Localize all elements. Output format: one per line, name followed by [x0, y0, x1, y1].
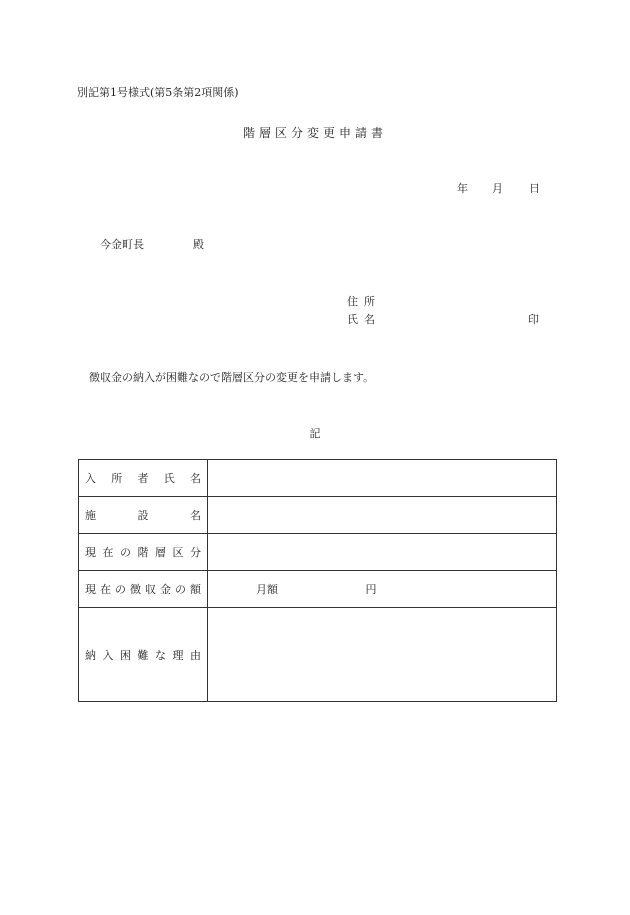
label-char: 納	[85, 648, 96, 662]
label-char: 氏	[163, 472, 175, 485]
label-char: 入	[102, 648, 114, 662]
table-row	[79, 571, 557, 608]
label-char: 在	[100, 583, 111, 596]
address-label: 住所	[347, 295, 381, 308]
ki-heading: 記	[309, 427, 321, 440]
value-cell[interactable]	[208, 608, 557, 702]
spread-label	[85, 544, 201, 560]
label-char: 層	[155, 546, 166, 559]
row-label	[79, 571, 208, 608]
label-char: 現	[85, 583, 96, 596]
document-title: 階層区分変更申請書	[242, 126, 387, 140]
row-label	[79, 608, 208, 702]
yen-label: 円	[365, 583, 377, 596]
value-cell[interactable]	[208, 571, 557, 608]
label-char: な	[155, 648, 166, 662]
label-char: の	[120, 546, 131, 559]
row-label	[79, 460, 208, 497]
label-char: 金	[160, 583, 171, 596]
spread-label	[85, 470, 201, 486]
request-statement: 徴収金の納入が困難なので階層区分の変更を申請します。	[89, 371, 375, 384]
row-label	[79, 534, 208, 571]
honorific: 殿	[193, 238, 204, 251]
label-char: 理	[172, 648, 184, 662]
table-row	[79, 608, 557, 702]
label-char: 収	[145, 583, 156, 596]
label-char: 徴	[130, 583, 141, 596]
label-char: 額	[190, 583, 201, 596]
value-cell[interactable]	[208, 534, 557, 571]
label-char: 所	[111, 472, 123, 485]
value-cell[interactable]	[208, 460, 557, 497]
name-label: 氏名	[347, 313, 381, 326]
spread-label	[85, 647, 201, 663]
addressee: 今金町長	[100, 238, 144, 251]
label-char: 分	[190, 546, 201, 559]
label-char: 在	[102, 546, 114, 559]
table-row	[79, 497, 557, 534]
label-char: 由	[190, 648, 201, 662]
spread-label	[85, 507, 201, 523]
label-char: 名	[190, 472, 201, 485]
label-char: 区	[172, 546, 184, 559]
spread-label	[85, 581, 201, 597]
application-table	[78, 459, 557, 702]
label-char: 設	[137, 509, 149, 522]
label-char: の	[115, 583, 126, 596]
value-cell[interactable]	[208, 497, 557, 534]
table-row	[79, 534, 557, 571]
label-char: 名	[190, 509, 201, 522]
seal-mark: 印	[528, 313, 539, 326]
label-char: 階	[137, 546, 149, 559]
label-char: 施	[85, 509, 96, 522]
table-row	[79, 460, 557, 497]
label-char: の	[175, 583, 186, 596]
label-char: 入	[85, 472, 96, 485]
form-reference: 別記第1号様式(第5条第2項関係)	[77, 86, 239, 99]
monthly-label: 月額	[256, 583, 278, 596]
date-month-label: 月	[492, 182, 503, 195]
label-char: 難	[137, 648, 149, 662]
label-char: 者	[137, 472, 149, 485]
row-label	[79, 497, 208, 534]
label-char: 困	[120, 648, 131, 662]
label-char: 現	[85, 546, 96, 559]
date-year-label: 年	[457, 182, 468, 195]
date-day-label: 日	[529, 182, 540, 195]
